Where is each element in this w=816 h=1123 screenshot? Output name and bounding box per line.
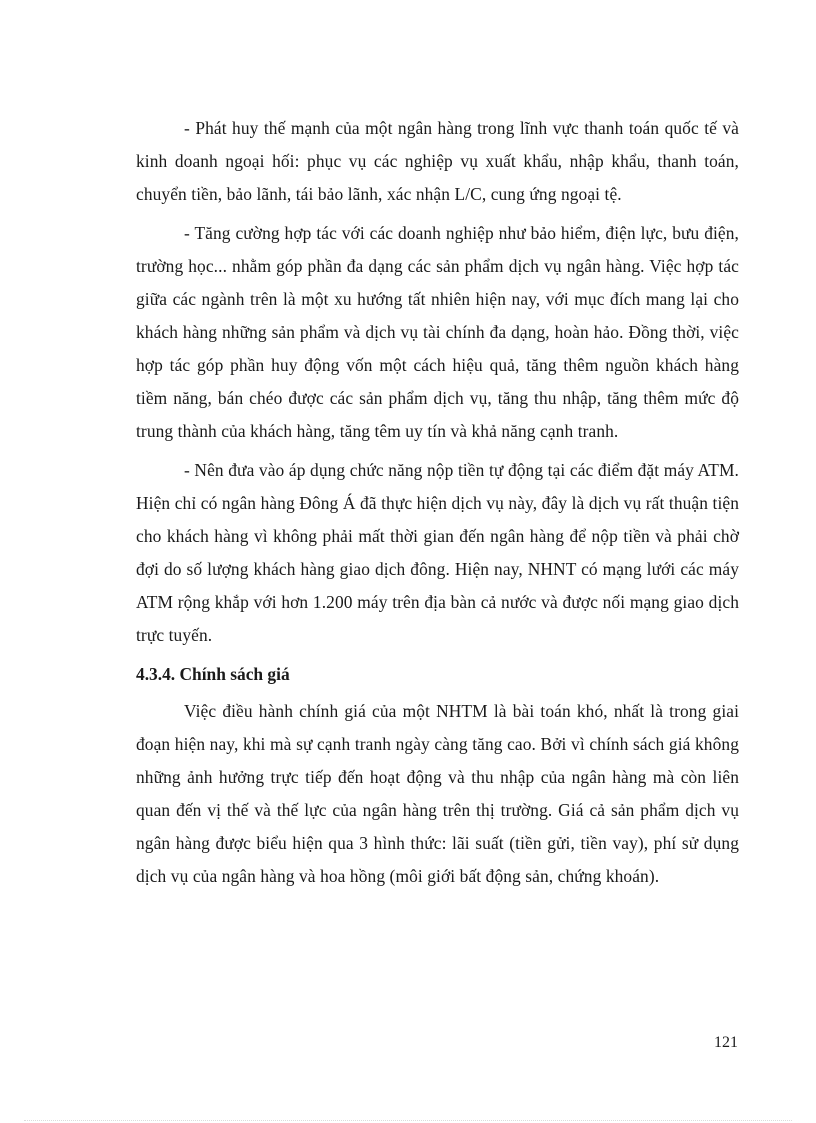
page-body — [136, 112, 739, 899]
page-bottom-divider — [24, 1120, 792, 1121]
page-number: 121 — [714, 1034, 738, 1051]
paragraph-pricing-policy: Việc điều hành chính giá của một NHTM là bài toán khó, nhất là trong giai đoạn hiện nay, khi mà sự cạnh tranh ngày càng tăng cao. Bởi vì chính sách giá không những ảnh hưởng trực tiếp đến hoạt động và thu nhập của ngân hàng mà còn liên quan đến vị thế và thế lực của ngân hàng trên thị trường. Giá cả sản phẩm dịch vụ ngân hàng được biểu hiện qua 3 hình thức: lãi suất (tiền gửi, tiền vay), phí sử dụng dịch vụ của ngân hàng và hoa hồng (môi giới bất động sản, chứng khoán). — [136, 701, 739, 886]
section-heading-pricing-policy: 4.3.4. Chính sách giá — [136, 664, 290, 684]
paragraph-atm-deposit: - Nên đưa vào áp dụng chức năng nộp tiền tự động tại các điểm đặt máy ATM. Hiện chỉ có ngân hàng Đông Á đã thực hiện dịch vụ này, đây là dịch vụ rất thuận tiện cho khách hàng vì không phải mất thời gian đến ngân hàng để nộp tiền và phải chờ đợi do số lượng khách hàng giao dịch đông. Hiện nay, NHNT có mạng lưới các máy ATM rộng khắp với hơn 1.200 máy trên địa bàn cả nước và được nối mạng giao dịch trực tuyến. — [136, 460, 739, 645]
paragraph-business-cooperation: - Tăng cường hợp tác với các doanh nghiệp như bảo hiểm, điện lực, bưu điện, trường học... nhằm góp phần đa dạng các sản phẩm dịch vụ ngân hàng. Việc hợp tác giữa các ngành trên là một xu hướng tất nhiên hiện nay, với mục đích mang lại cho khách hàng những sản phẩm và dịch vụ tài chính đa dạng, hoàn hảo. Đồng thời, việc hợp tác góp phần huy động vốn một cách hiệu quả, tăng thêm nguồn khách hàng tiềm năng, bán chéo được các sản phẩm dịch vụ, tăng thu nhập, tăng thêm mức độ trung thành của khách hàng, tăng têm uy tín và khả năng cạnh tranh. — [136, 223, 739, 441]
paragraph-international-payment: - Phát huy thế mạnh của một ngân hàng trong lĩnh vực thanh toán quốc tế và kinh doanh ngoại hối: phục vụ các nghiệp vụ xuất khẩu, nhập khẩu, thanh toán, chuyển tiền, bảo lãnh, tái bảo lãnh, xác nhận L/C, cung ứng ngoại tệ. — [136, 118, 739, 204]
